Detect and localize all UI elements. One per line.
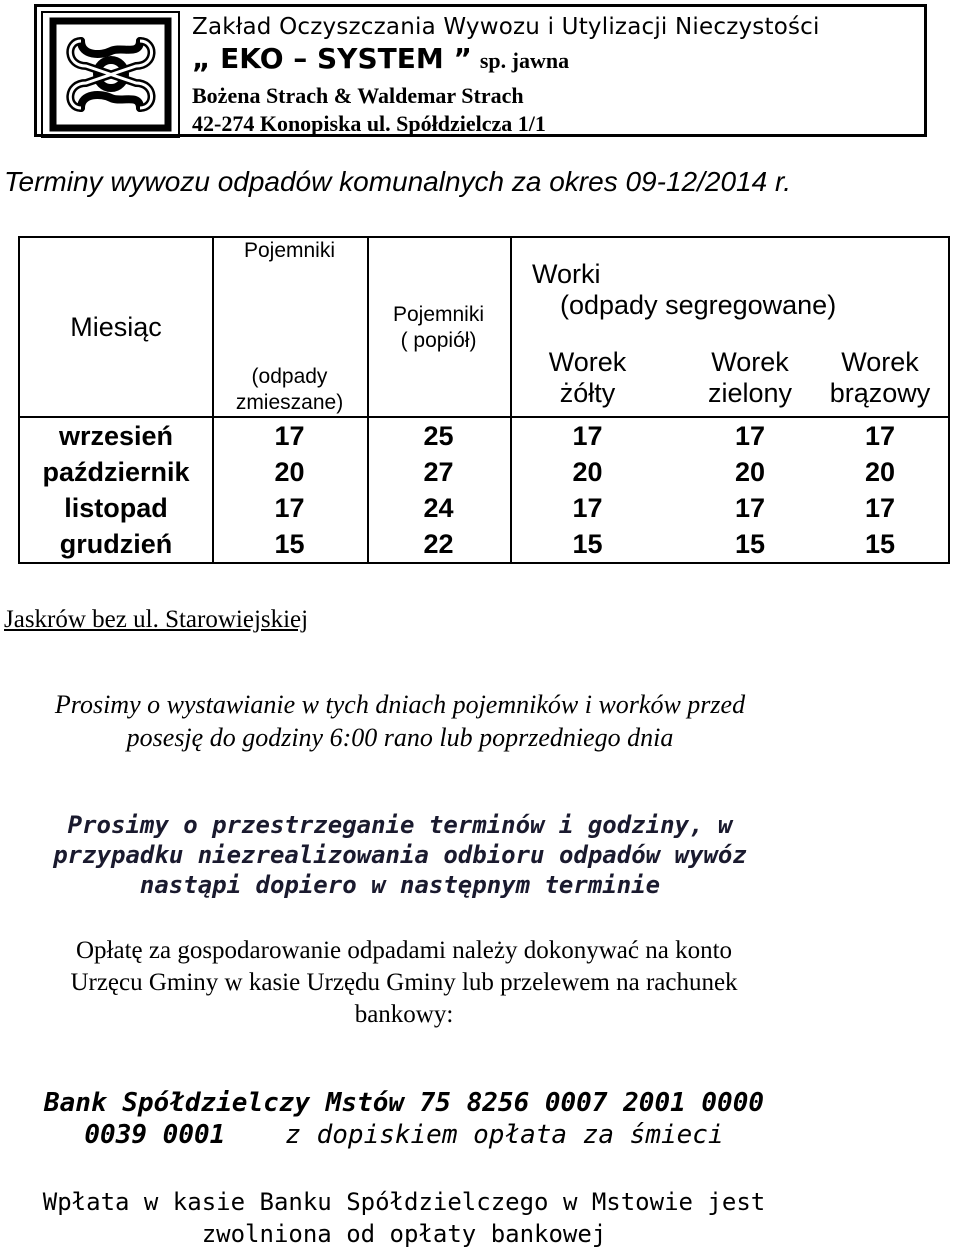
row-brown: 15 <box>864 529 896 559</box>
brand-line <box>192 41 820 82</box>
header-green-bag: Worek <box>711 347 789 377</box>
header-ash: Pojemniki <box>392 303 485 326</box>
company-header <box>34 4 927 137</box>
row-yellow: 15 <box>572 529 603 559</box>
payment-info <box>0 935 808 1031</box>
row-green: 17 <box>734 421 766 451</box>
row-ash: 25 <box>423 421 454 451</box>
row-month: listopad <box>64 493 168 523</box>
row-mixed: 20 <box>274 457 305 487</box>
bank-name-account: Bank Spółdzielczy Mstów 75 8256 0007 2001 0000 <box>43 1088 765 1118</box>
row-month: październik <box>42 457 190 487</box>
row-green: 20 <box>734 457 766 487</box>
fee-line: zwolniona od opłaty bankowej <box>201 1220 607 1248</box>
warning-line: Prosimy o przestrzeganie terminów i godziny, w <box>67 811 733 839</box>
row-month: wrzesień <box>58 421 174 451</box>
header-brown-bag-color: brązowy <box>829 378 931 408</box>
bank-account-end-line <box>0 1119 808 1151</box>
row-month: grudzień <box>59 529 173 559</box>
payment-line: Opłatę za gospodarowanie odpadami należy dokonywać na konto <box>75 937 733 964</box>
notice-line: Prosimy o wystawianie w tych dniach pojemników i worków przed <box>54 690 746 719</box>
header-bags-sub: (odpady segregowane) <box>560 290 837 320</box>
notice-line: posesję do godziny 6:00 rano lub poprzedniego dnia <box>126 723 674 752</box>
header-brown-bag: Worek <box>841 347 919 377</box>
header-month: Miesiąc <box>70 312 162 342</box>
payment-line: Urzęcu Gminy w kasie Urzędu Gminy lub przelewem na rachunek <box>70 969 738 996</box>
bank-account <box>0 1087 808 1151</box>
schedule-table <box>18 236 950 564</box>
owners: Bożena Strach & Waldemar Strach <box>192 83 524 108</box>
header-ash-sub: ( popiół) <box>400 329 477 352</box>
knot-logo-icon <box>41 11 180 138</box>
placement-notice <box>0 688 800 754</box>
header-green-bag-color: zielony <box>707 378 793 408</box>
row-yellow: 17 <box>572 493 603 523</box>
row-brown: 17 <box>864 421 896 451</box>
row-green: 17 <box>734 493 766 523</box>
row-brown: 20 <box>864 457 896 487</box>
row-ash: 22 <box>423 529 454 559</box>
row-ash: 24 <box>423 493 454 523</box>
row-yellow: 20 <box>572 457 603 487</box>
transfer-note: z dopiskiem opłata za śmieci <box>285 1120 724 1150</box>
header-mixed-sub2: zmieszane) <box>235 391 344 414</box>
fee-line: Wpłata w kasie Banku Spółdzielczego w Mstowie jest <box>42 1188 766 1216</box>
payment-line: bankowy: <box>354 1001 454 1028</box>
page-title: Terminy wywozu odpadów komunalnych za okres 09-12/2014 r. <box>4 166 792 197</box>
fee-note <box>0 1186 808 1250</box>
header-yellow-bag: Worek <box>548 347 627 377</box>
company-info <box>192 13 820 138</box>
row-mixed: 17 <box>274 493 305 523</box>
bank-account-end: 0039 0001 <box>84 1120 226 1150</box>
row-ash: 27 <box>423 457 454 487</box>
header-mixed-sub1: (odpady <box>251 365 328 388</box>
warning-line: przypadku niezrealizowania odbioru odpadów wywóz <box>53 841 747 869</box>
brand-name: „ EKO – SYSTEM ” <box>192 42 472 75</box>
row-green: 15 <box>734 529 766 559</box>
row-brown: 17 <box>864 493 896 523</box>
header-mixed: Pojemniki <box>243 239 336 262</box>
schedule-warning <box>0 810 800 900</box>
warning-line: nastąpi dopiero w następnym terminie <box>139 871 661 899</box>
address: 42-274 Konopiska ul. Spółdzielcza 1/1 <box>192 111 546 136</box>
row-mixed: 15 <box>274 529 305 559</box>
header-bags: Worki <box>532 259 601 289</box>
row-mixed: 17 <box>274 421 305 451</box>
legal-form: sp. jawna <box>479 48 570 73</box>
header-yellow-bag-color: żółty <box>559 378 616 408</box>
company-name: Zakład Oczyszczania Wywozu i Utylizacji Nieczystości <box>192 14 820 40</box>
location-note: Jaskrów bez ul. Starowiejskiej <box>4 606 309 633</box>
row-yellow: 17 <box>572 421 603 451</box>
